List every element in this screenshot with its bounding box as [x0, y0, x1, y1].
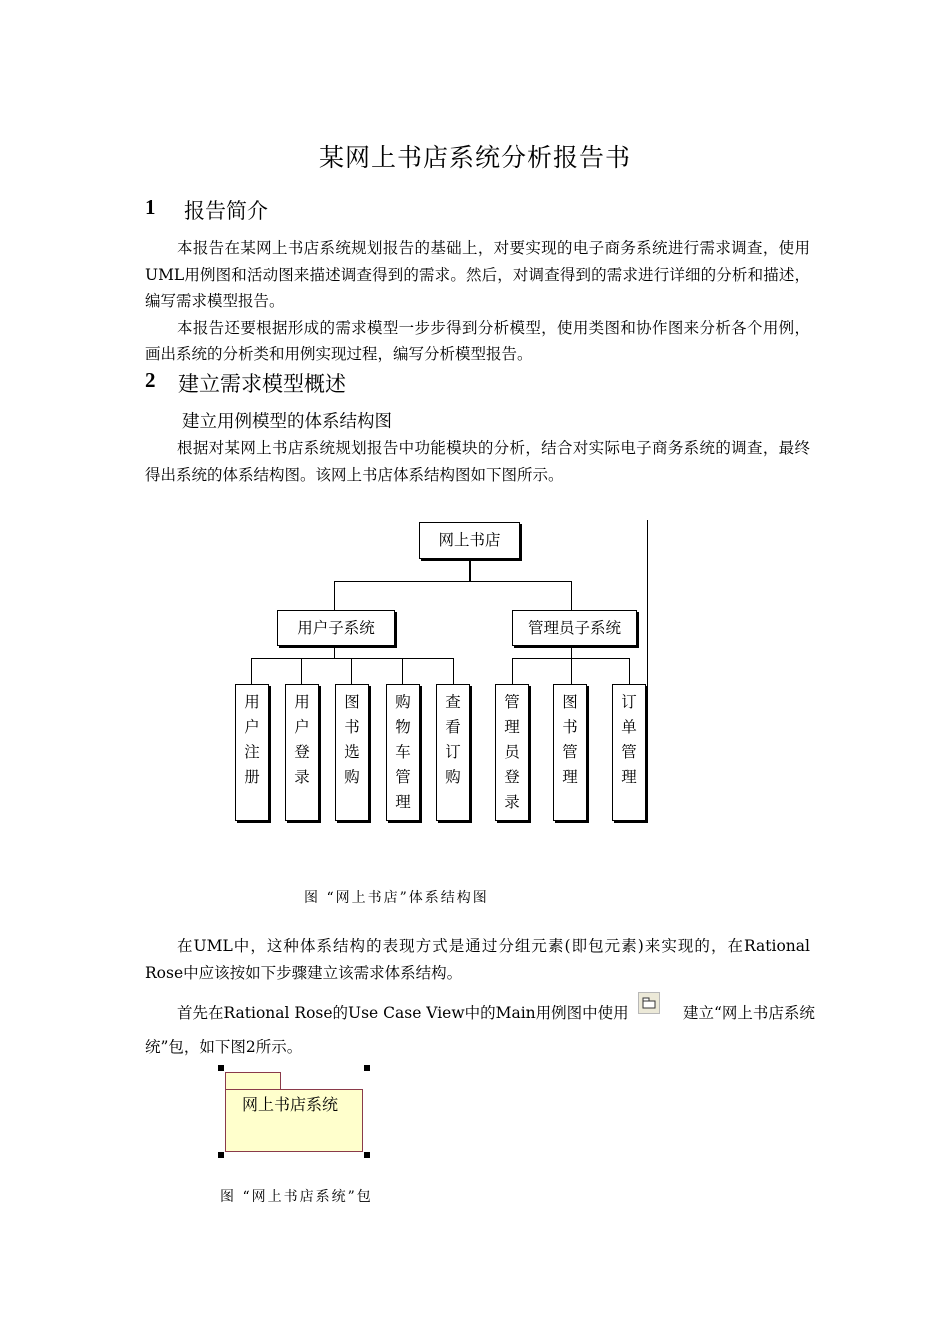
admin-module-1-char: 理 — [504, 718, 520, 736]
package-tab — [225, 1072, 281, 1090]
connector — [301, 658, 302, 684]
user-module-2-char: 登 — [294, 743, 310, 761]
package-label: 网上书店系统 — [242, 1095, 339, 1114]
root-node-label: 网上书店 — [438, 531, 501, 549]
admin-module-3-char: 订 — [621, 693, 637, 711]
connector — [571, 658, 572, 684]
admin-subsystem-label: 管理员子系统 — [527, 619, 621, 637]
step-text-after-icon: 建立“网上书店系统 — [683, 1004, 815, 1022]
step-text-before-icon: 首先在Rational Rose的Use Case View中的Main用例图中使用 — [177, 1004, 629, 1022]
user-module-3 — [335, 684, 369, 821]
user-module-5-char: 订 — [445, 743, 461, 761]
section-1-title: 报告简介 — [184, 199, 268, 223]
connector — [453, 658, 454, 684]
user-module-3-char: 图 — [344, 693, 360, 711]
admin-module-1-char: 录 — [504, 793, 520, 811]
user-module-1-char: 注 — [244, 743, 260, 761]
selection-handle — [364, 1152, 370, 1158]
selection-handle — [218, 1065, 224, 1071]
connector — [402, 658, 403, 684]
selection-handle — [364, 1065, 370, 1071]
subsection-heading: 建立用例模型的体系结构图 — [182, 412, 392, 432]
document-title: 某网上书店系统分析报告书 — [318, 143, 631, 172]
section-2-body — [145, 435, 810, 488]
admin-module-1-char: 员 — [504, 743, 520, 761]
user-module-4-char: 购 — [395, 693, 411, 711]
selection-handle — [218, 1152, 224, 1158]
connector — [251, 658, 454, 659]
figure-1-caption: 图 “网上书店”体系结构图 — [304, 890, 489, 906]
step-paragraph-line-1 — [177, 1001, 629, 1023]
package-tool-icon — [638, 992, 660, 1014]
user-module-4 — [386, 684, 420, 821]
admin-module-1-char: 登 — [504, 768, 520, 786]
section-1-number: 1 — [145, 195, 156, 219]
user-module-2 — [285, 684, 319, 821]
user-module-2-char: 用 — [294, 693, 310, 711]
admin-module-2 — [553, 684, 587, 821]
connector — [351, 658, 352, 684]
section-2-heading — [145, 368, 445, 396]
user-module-3-char: 购 — [344, 768, 360, 786]
user-module-3-char: 选 — [344, 743, 360, 761]
admin-module-1 — [495, 684, 529, 821]
section-1-paragraph-2: 本报告还要根据形成的需求模型一步步得到分析模型，使用类图和协作图来分析各个用例，画出系统的分析类和用例实现过程，编写分析模型报告。 — [145, 318, 810, 363]
user-module-5-char: 看 — [445, 718, 461, 736]
connector — [334, 581, 335, 610]
admin-module-3-char: 单 — [621, 718, 637, 736]
section-2-title: 建立需求模型概述 — [178, 372, 346, 396]
section-1-paragraph-1: 本报告在某网上书店系统规划报告的基础上，对要实现的电子商务系统进行需求调查，使用UML用例图和活动图来描述调查得到的需求。然后，对调查得到的需求进行详细的分析和描述，编写需求模型报告。 — [145, 239, 810, 310]
connector — [334, 581, 572, 582]
rose-paragraph-block — [145, 933, 810, 986]
admin-subsystem-node — [512, 610, 637, 646]
admin-module-3 — [612, 684, 646, 821]
user-module-3-char: 书 — [344, 718, 360, 736]
admin-module-3-char: 理 — [621, 768, 637, 786]
rose-paragraph: 在UML中，这种体系结构的表现方式是通过分组元素(即包元素)来实现的，在Rational Rose中应该按如下步骤建立该需求体系结构。 — [145, 937, 810, 982]
section-1-body — [145, 235, 810, 368]
user-module-1-char: 户 — [244, 718, 260, 736]
admin-module-2-char: 理 — [562, 768, 578, 786]
user-module-4-char: 物 — [395, 718, 411, 736]
user-module-1 — [235, 684, 269, 821]
connector — [571, 581, 572, 610]
connector — [251, 658, 252, 684]
admin-module-2-char: 图 — [562, 693, 578, 711]
user-module-4-char: 理 — [395, 793, 411, 811]
connector — [469, 561, 471, 582]
user-subsystem-node — [277, 610, 395, 646]
figure-2-caption: 图 “网上书店系统”包 — [220, 1189, 373, 1205]
section-2-number: 2 — [145, 368, 156, 392]
user-module-4-char: 管 — [395, 768, 411, 786]
package-tool-icon-glyph — [639, 993, 659, 1013]
diagram-right-border — [647, 520, 648, 822]
connector — [512, 658, 513, 684]
user-module-1-char: 用 — [244, 693, 260, 711]
user-module-5-char: 查 — [445, 693, 461, 711]
user-module-5-char: 购 — [445, 768, 461, 786]
user-subsystem-label: 用户子系统 — [297, 619, 375, 637]
user-module-5 — [436, 684, 470, 821]
step-paragraph-line-2: 统”包，如下图2所示。 — [145, 1038, 303, 1056]
user-module-2-char: 户 — [294, 718, 310, 736]
admin-module-2-char: 管 — [562, 743, 578, 761]
admin-module-1-char: 管 — [504, 693, 520, 711]
root-node — [419, 522, 520, 559]
user-module-1-char: 册 — [244, 768, 260, 786]
admin-module-2-char: 书 — [562, 718, 578, 736]
user-module-2-char: 录 — [294, 768, 310, 786]
section-1-heading — [145, 195, 445, 223]
admin-module-3-char: 管 — [621, 743, 637, 761]
connector — [629, 658, 630, 684]
section-2-paragraph: 根据对某网上书店系统规划报告中功能模块的分析，结合对实际电子商务系统的调查，最终得出系统的体系结构图。该网上书店体系结构图如下图所示。 — [145, 439, 810, 484]
user-module-4-char: 车 — [395, 743, 411, 761]
